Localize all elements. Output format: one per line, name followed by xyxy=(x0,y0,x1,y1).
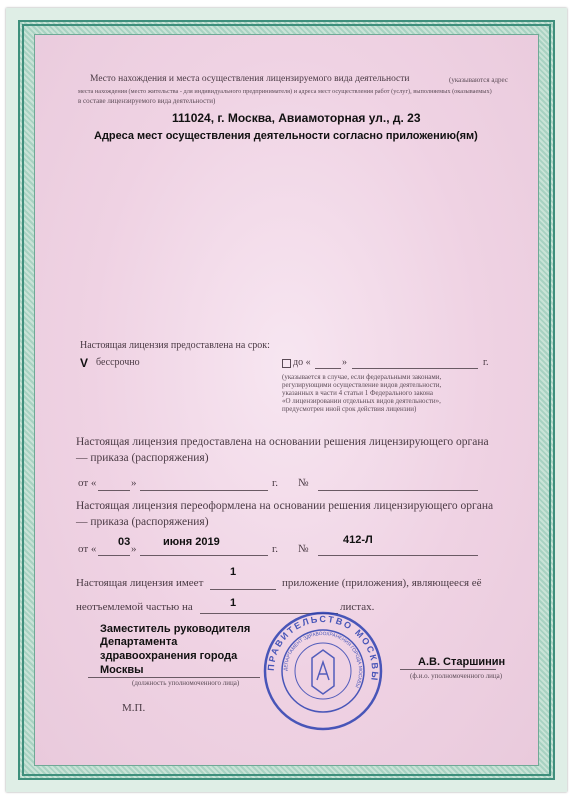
term-year: г. xyxy=(483,357,489,368)
annex-count-line xyxy=(210,589,276,590)
term-indefinite: бессрочно xyxy=(96,357,140,368)
basis-quote-close: » xyxy=(131,477,137,489)
location-note-1: (указываются адрес xyxy=(449,76,508,84)
reissue-line1: Настоящая лицензия переоформлена на основании решения лицензирующего органа xyxy=(76,500,494,512)
term-note-4: предусмотрен иной срок действия лицензии) xyxy=(282,405,417,413)
reissue-number-sign: № xyxy=(298,543,309,555)
reissue-day-line xyxy=(98,555,130,556)
reissue-number-line xyxy=(318,555,478,556)
location-note-3: в составе лицензируемого вида деятельности) xyxy=(78,97,216,105)
until-day-line xyxy=(315,368,341,369)
signer-position-3: Москвы xyxy=(100,664,144,676)
official-stamp-icon xyxy=(262,610,384,732)
location-label: Место нахождения и места осуществления лицензируемого вида деятельности xyxy=(90,74,410,84)
name-line xyxy=(400,669,496,670)
reissue-month-year: июня 2019 xyxy=(163,536,220,548)
basis-from: от « xyxy=(78,477,97,489)
address-places: Адреса мест осуществления деятельности согласно приложению(ям) xyxy=(94,130,478,142)
term-note-2: указанных в части 4 статьи 1 Федерального закона xyxy=(282,389,434,397)
annex-count: 1 xyxy=(230,566,237,578)
signer-position-1: Департамента xyxy=(100,636,178,648)
reissue-date-line xyxy=(140,555,268,556)
annex-line2b: листах. xyxy=(340,601,375,613)
mp-label: М.П. xyxy=(122,702,146,714)
basis-day-line xyxy=(98,490,130,491)
reissue-line2: — приказа (распоряжения) xyxy=(76,516,209,528)
annex-line1b: приложение (приложения), являющееся её xyxy=(282,577,482,589)
reissue-day: 03 xyxy=(118,536,131,548)
term-note-3: «О лицензировании отдельных видов деятельности», xyxy=(282,397,441,405)
reissue-year: г. xyxy=(272,543,279,555)
term-until: до « xyxy=(293,357,311,368)
svg-text:ДЕПАРТАМЕНТ ЗДРАВООХРАНЕНИЯ ГО xyxy=(283,631,363,689)
annex-line2: неотъемлемой частью на xyxy=(76,601,193,613)
position-note: (должность уполномоченного лица) xyxy=(132,679,240,687)
stamp-inner-text: ДЕПАРТАМЕНТ ЗДРАВООХРАНЕНИЯ ГОРОДА МОСКВЫ xyxy=(283,631,363,689)
basis-number-line xyxy=(318,490,478,491)
name-note: (ф.и.о. уполномоченного лица) xyxy=(410,672,503,680)
term-note-1: регулирующими осуществление видов деятельности, xyxy=(282,381,442,389)
until-date-line xyxy=(352,368,478,369)
basis-line2: — приказа (распоряжения) xyxy=(76,452,209,464)
annex-pages: 1 xyxy=(230,597,237,609)
term-label: Настоящая лицензия предоставлена на срок: xyxy=(80,340,270,351)
term-quote-close: » xyxy=(342,357,347,368)
position-line xyxy=(88,677,260,678)
signer-name: А.В. Старшинин xyxy=(418,656,506,668)
check-mark-icon: V xyxy=(80,356,89,370)
checkbox-icon xyxy=(282,359,291,368)
location-note-2: места нахождения (место жительства - для индивидуального предпринимателя) и адреса мест осуществления работ (услуг), выполняемых (оказываемых) xyxy=(78,88,492,95)
reissue-quote-close: » xyxy=(131,543,137,555)
stamp-ring-text: ПРАВИТЕЛЬСТВО МОСКВЫ xyxy=(265,613,381,683)
signer-position-0: Заместитель руководителя xyxy=(100,623,251,635)
basis-date-line xyxy=(140,490,268,491)
basis-year: г. xyxy=(272,477,279,489)
annex-line1a: Настоящая лицензия имеет xyxy=(76,577,204,589)
signer-position-2: здравоохранения города xyxy=(100,650,238,662)
basis-number-sign: № xyxy=(298,477,309,489)
reissue-number-value: 412-Л xyxy=(343,534,373,546)
reissue-from: от « xyxy=(78,543,97,555)
term-note-0: (указывается в случае, если федеральными законами, xyxy=(282,373,442,381)
basis-line1: Настоящая лицензия предоставлена на основании решения лицензирующего органа xyxy=(76,436,489,448)
address: 111024, г. Москва, Авиамоторная ул., д. 23 xyxy=(172,111,421,125)
svg-text:ПРАВИТЕЛЬСТВО МОСКВЫ xyxy=(266,614,380,683)
